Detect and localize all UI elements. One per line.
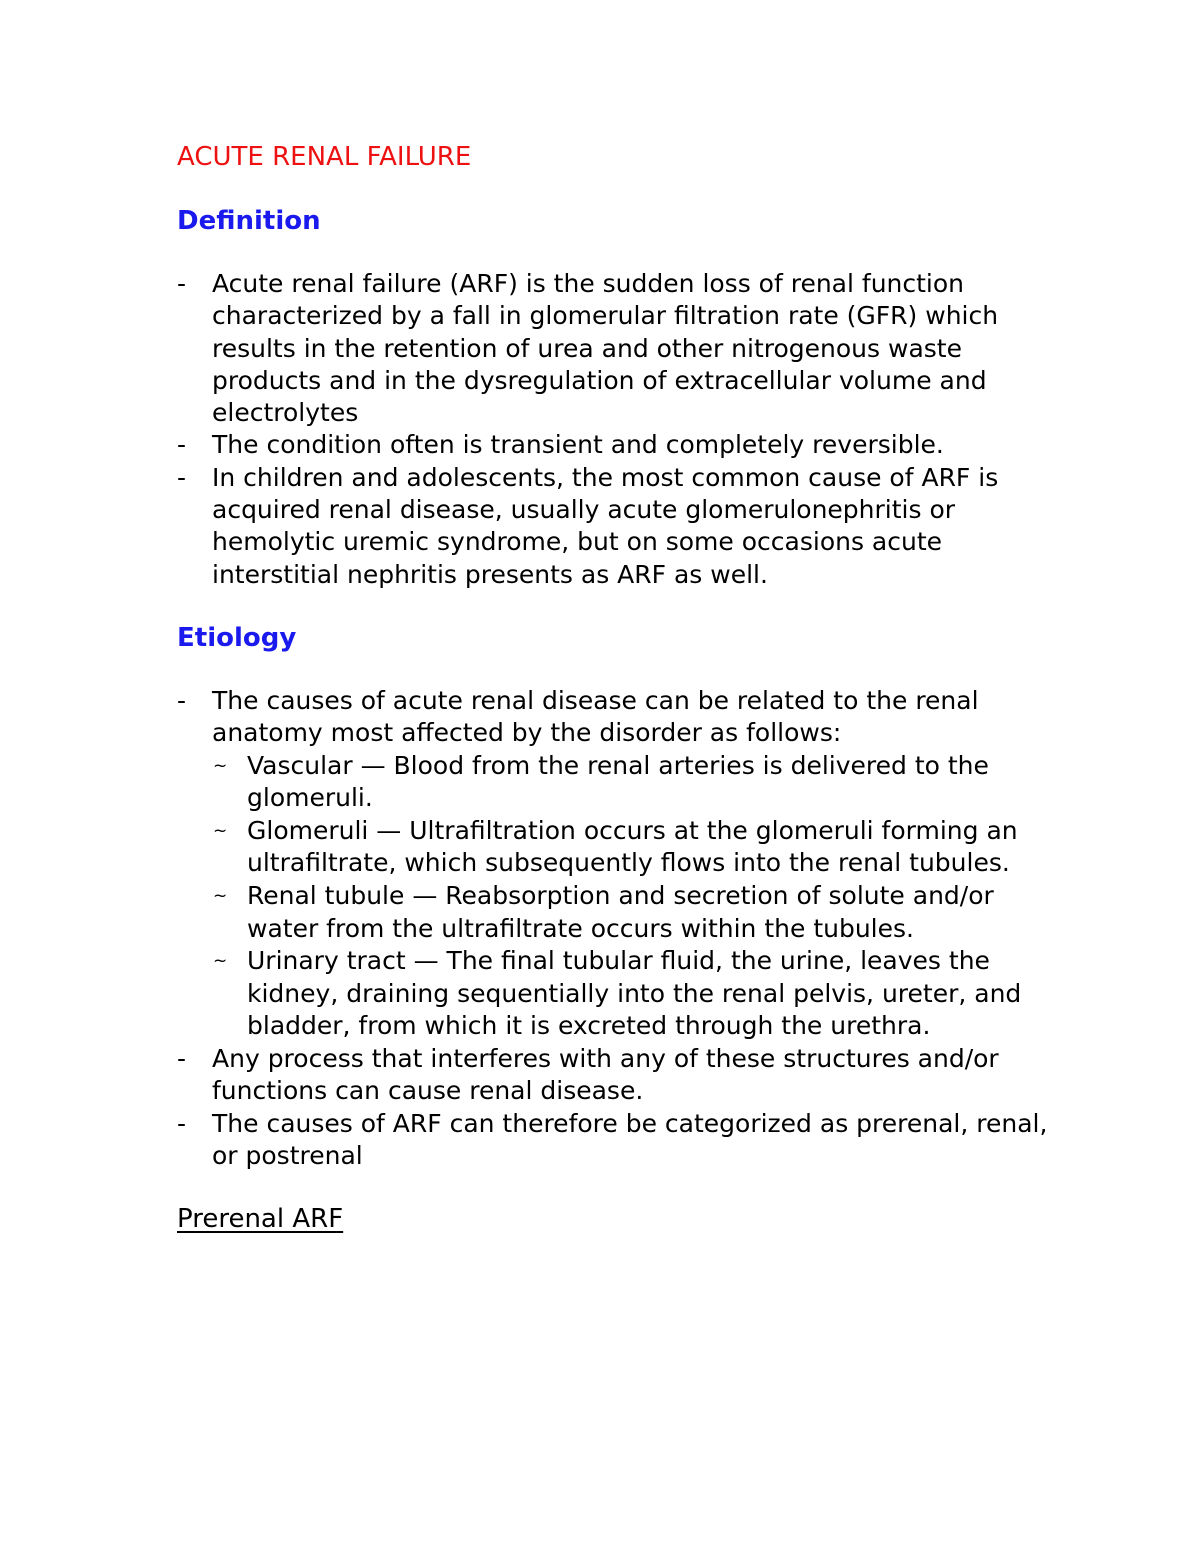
etiology-list [177,685,1057,750]
sublist-item-text: Vascular — Blood from the renal arteries is delivered to the glomeruli. [247,750,989,813]
list-item-text: The causes of ARF can therefore be categorized as prerenal, renal, or postrenal [212,1108,1048,1170]
sublist-item [212,750,1057,815]
list-item [177,429,1057,461]
list-item-text: The causes of acute renal disease can be related to the renal anatomy most affected by the disorder as follows: [212,685,979,748]
list-item-text: The condition often is transient and completely reversible. [212,430,944,460]
sublist-item [212,880,1057,945]
sublist-item-text: Glomeruli — Ultrafiltration occurs at the glomeruli forming an ultrafiltrate, which subsequently flows into the renal tubules. [247,815,1018,878]
list-item [177,1043,1057,1108]
dash-marker: - [177,430,187,460]
sublist-item-text: Renal tubule — Reabsorption and secretion of solute and/or water from the ultrafiltrate occurs within the tubules. [247,880,994,943]
sublist-item-text: Urinary tract — The final tubular fluid, the urine, leaves the kidney, draining sequentially into the renal pelvis, ureter, and bladder, from which it is excreted through the urethra. [247,946,1022,1041]
list-item-text: Any process that interferes with any of these structures and/or functions can cause renal disease. [212,1043,999,1106]
list-item-text: In children and adolescents, the most common cause of ARF is acquired renal disease, usually acute glomerulonephritis or hemolytic uremic syndrome, but on some occasions acute interstitial nephritis presents as ARF as well. [212,462,999,589]
sublist-item [212,945,1057,1043]
dash-marker: - [177,269,187,298]
document-title: ACUTE RENAL FAILURE [177,142,472,172]
tilde-marker: ~ [213,755,228,776]
list-item [177,685,1057,750]
definition-heading: Definition [177,206,321,236]
etiology-sublist [212,750,1057,1043]
dash-marker: - [177,462,187,492]
dash-marker: - [177,1043,187,1073]
tilde-marker: ~ [213,885,228,906]
sublist-item [212,815,1057,880]
etiology-list-continued [177,1043,1057,1172]
definition-list [177,268,1057,591]
prerenal-heading: Prerenal ARF [177,1204,344,1235]
list-item-text: Acute renal failure (ARF) is the sudden loss of renal function characterized by a fall in glomerular filtration rate (GFR) which results in the retention of urea and other nitrogenous waste products and in the dysregulation of extracellular volume and electrolytes [212,269,999,428]
etiology-heading: Etiology [177,622,297,653]
dash-marker: - [177,685,187,715]
list-item [177,462,1057,591]
tilde-marker: ~ [213,951,228,972]
list-item [177,1108,1057,1173]
dash-marker: - [177,1108,187,1138]
list-item [177,268,1057,429]
tilde-marker: ~ [213,820,228,841]
document-page [177,140,1057,1236]
